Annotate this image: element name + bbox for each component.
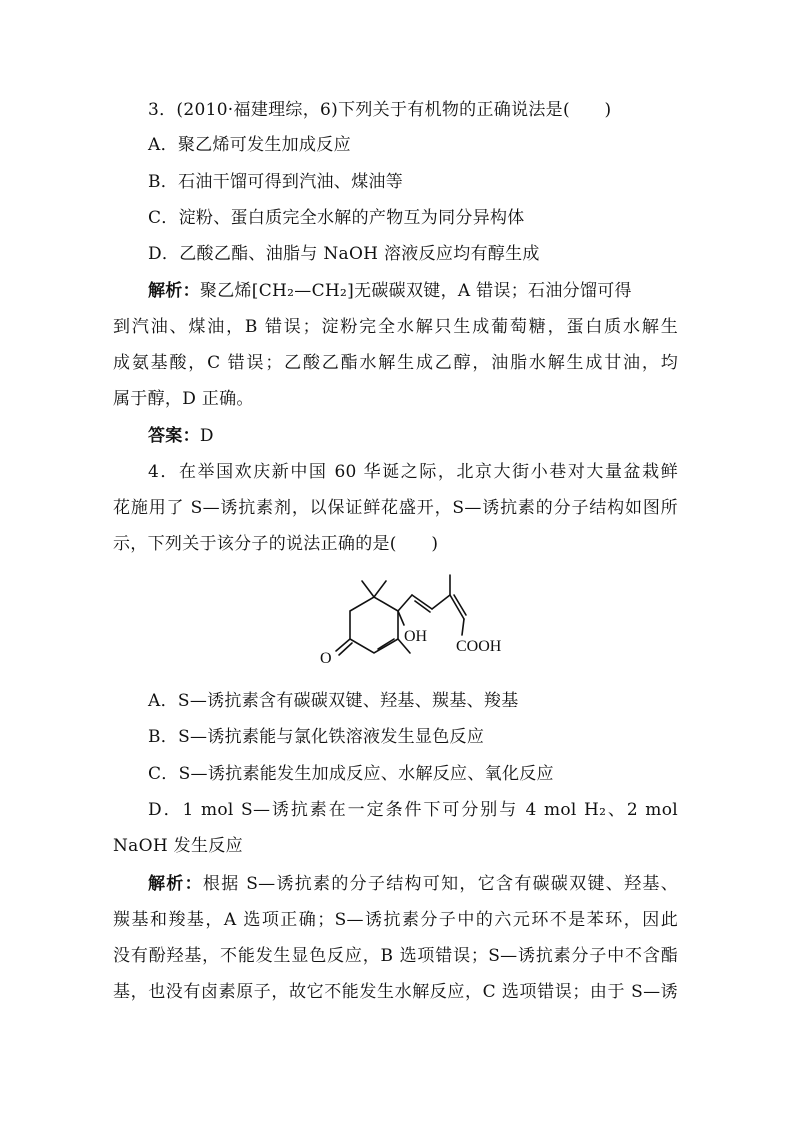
ketone-o-label: O (320, 650, 332, 665)
q3-option-c: C．淀粉、蛋白质完全水解的产物互为同分异构体 (148, 208, 525, 228)
q4-analysis-line-3: 没有酚羟基，不能发生显色反应，B 选项错误；S—诱抗素分子中不含酯 (113, 946, 678, 966)
question-4-stem-line-2: 花施用了 S—诱抗素剂，以保证鲜花盛开，S—诱抗素的分子结构如图所 (113, 498, 678, 518)
q3-analysis-line-1 (148, 280, 678, 302)
question-3-stem: 3．(2010·福建理综，6)下列关于有机物的正确说法是( ) (148, 100, 612, 120)
carbonyl-bond (336, 639, 350, 651)
q4-analysis-line-4: 基，也没有卤素原子，故它不能发生水解反应，C 选项错误；由于 S—诱 (113, 982, 678, 1002)
question-4-stem-line-1: 4．在举国欢庆新中国 60 华诞之际，北京大街小巷对大量盆栽鲜 (148, 462, 678, 482)
chain-5 (462, 619, 464, 635)
carbonyl-double (339, 643, 352, 655)
q4-option-d-line-1: D．1 mol S—诱抗素在一定条件下可分别与 4 mol H₂、2 mol (148, 800, 678, 820)
q3-analysis-line-2: 到汽油、煤油，B 错误；淀粉完全水解只生成葡萄糖，蛋白质水解生 (113, 317, 678, 337)
q4-option-a: A．S—诱抗素含有碳碳双键、羟基、羰基、羧基 (148, 691, 519, 711)
q3-answer-value: D (199, 426, 214, 446)
q3-analysis-label: 解析： (148, 281, 200, 301)
q3-analysis-line-4: 属于醇，D 正确。 (113, 389, 254, 409)
ring-double-bond (378, 639, 394, 649)
ring-bonds (350, 597, 398, 653)
q3-answer (148, 425, 214, 447)
q4-option-c: C．S—诱抗素能发生加成反应、水解反应、氧化反应 (148, 764, 554, 784)
methyl-2 (374, 581, 386, 597)
q3-option-d: D．乙酸乙酯、油脂与 NaOH 溶液反应均有醇生成 (148, 244, 540, 264)
q4-analysis-text-1: 根据 S—诱抗素的分子结构可知，它含有碳碳双键、羟基、 (202, 874, 678, 894)
s-induced-resistance-structure-diagram (312, 565, 512, 665)
molecule-svg (312, 565, 512, 665)
chain-3 (432, 595, 450, 609)
q4-analysis-line-2: 羰基和羧基，A 选项正确；S—诱抗素分子中的六元环不是苯环，因此 (113, 910, 678, 930)
q3-answer-label: 答案： (148, 426, 200, 446)
q3-analysis-line-3: 成氨基酸，C 错误；乙酸乙酯水解生成乙醇，油脂水解生成甘油，均 (113, 353, 678, 373)
question-4-stem-line-3: 示，下列关于该分子的说法正确的是( ) (113, 534, 439, 554)
oh-bond-line (398, 611, 404, 625)
q4-option-b: B．S—诱抗素能与氯化铁溶液发生显色反应 (148, 727, 485, 747)
cooh-label: COOH (456, 638, 502, 655)
oh-label: OH (404, 628, 428, 645)
methyl-1 (362, 581, 374, 597)
q4-analysis-line-1 (148, 873, 678, 895)
q3-analysis-text-1: 聚乙烯[CH₂—CH₂]无碳碳双键，A 错误；石油分馏可得 (199, 281, 632, 301)
q3-option-a: A．聚乙烯可发生加成反应 (148, 135, 351, 155)
q4-option-d-line-2: NaOH 发生反应 (113, 836, 243, 856)
chain-1 (398, 595, 412, 611)
q4-analysis-label: 解析： (148, 874, 203, 894)
q3-option-b: B．石油干馏可得到汽油、煤油等 (148, 172, 403, 192)
